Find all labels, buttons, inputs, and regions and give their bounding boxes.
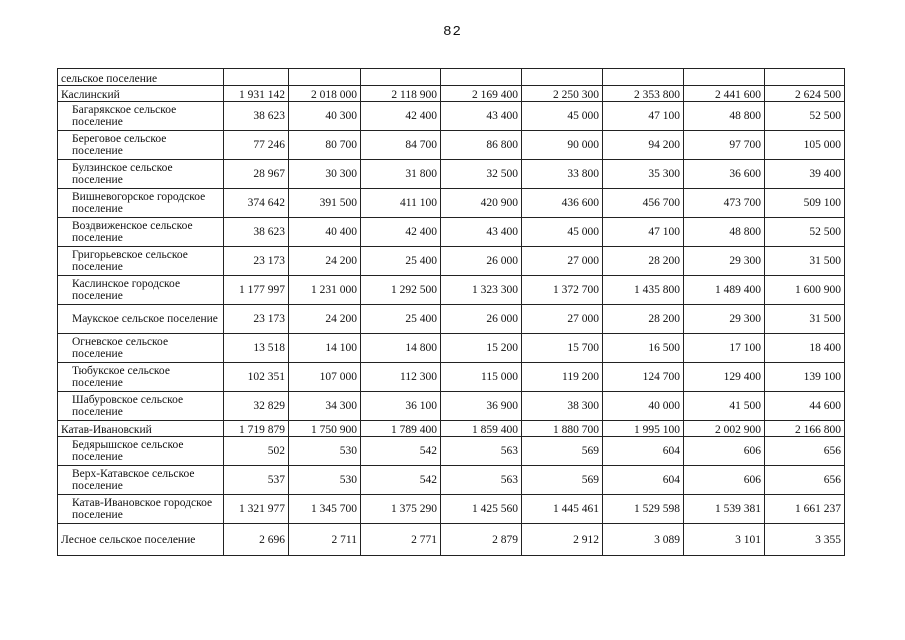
- value-cell-1: 374 642: [224, 189, 289, 218]
- value-cell-3: 36 100: [361, 392, 441, 421]
- table-row: [58, 334, 845, 363]
- table-row: [58, 247, 845, 276]
- table-row: [58, 524, 845, 556]
- value-cell-4: 1 323 300: [441, 276, 522, 305]
- value-cell-7: 97 700: [684, 131, 765, 160]
- value-cell-5: 90 000: [522, 131, 603, 160]
- row-name: Каслинский: [58, 86, 224, 102]
- district-row: [58, 421, 845, 437]
- value-cell-2: 530: [289, 437, 361, 466]
- value-cell-4: [441, 69, 522, 86]
- value-cell-5: 2 250 300: [522, 86, 603, 102]
- value-cell-1: 1 321 977: [224, 495, 289, 524]
- value-cell-7: 29 300: [684, 247, 765, 276]
- page-number: 82: [443, 24, 462, 40]
- value-cell-2: 34 300: [289, 392, 361, 421]
- value-cell-7: 2 002 900: [684, 421, 765, 437]
- value-cell-6: 40 000: [603, 392, 684, 421]
- value-cell-2: 391 500: [289, 189, 361, 218]
- value-cell-7: 2 441 600: [684, 86, 765, 102]
- value-cell-5: 2 912: [522, 524, 603, 556]
- table-row: [58, 363, 845, 392]
- value-cell-3: 25 400: [361, 305, 441, 334]
- value-cell-8: [765, 69, 845, 86]
- value-cell-3: 14 800: [361, 334, 441, 363]
- value-cell-8: 1 661 237: [765, 495, 845, 524]
- value-cell-1: 1 931 142: [224, 86, 289, 102]
- value-cell-2: 80 700: [289, 131, 361, 160]
- value-cell-4: 86 800: [441, 131, 522, 160]
- value-cell-3: 1 789 400: [361, 421, 441, 437]
- value-cell-3: 411 100: [361, 189, 441, 218]
- value-cell-8: 509 100: [765, 189, 845, 218]
- value-cell-5: 45 000: [522, 218, 603, 247]
- value-cell-1: 502: [224, 437, 289, 466]
- value-cell-6: 47 100: [603, 218, 684, 247]
- table-body: [58, 69, 845, 556]
- value-cell-3: 2 771: [361, 524, 441, 556]
- value-cell-5: 569: [522, 466, 603, 495]
- row-name: Шабуровское сельское поселение: [58, 392, 224, 421]
- value-cell-2: 24 200: [289, 305, 361, 334]
- value-cell-3: [361, 69, 441, 86]
- value-cell-3: 112 300: [361, 363, 441, 392]
- row-name: Огневское сельское поселение: [58, 334, 224, 363]
- value-cell-7: 606: [684, 437, 765, 466]
- value-cell-8: 656: [765, 437, 845, 466]
- value-cell-2: 24 200: [289, 247, 361, 276]
- value-cell-1: 13 518: [224, 334, 289, 363]
- value-cell-5: 436 600: [522, 189, 603, 218]
- value-cell-8: 44 600: [765, 392, 845, 421]
- value-cell-8: 18 400: [765, 334, 845, 363]
- value-cell-4: 43 400: [441, 218, 522, 247]
- value-cell-3: 25 400: [361, 247, 441, 276]
- value-cell-3: 542: [361, 437, 441, 466]
- row-name: Катав-Ивановский: [58, 421, 224, 437]
- value-cell-1: 2 696: [224, 524, 289, 556]
- row-name: Верх-Катавское сельское поселение: [58, 466, 224, 495]
- row-name: Лесное сельское поселение: [58, 524, 224, 556]
- row-name: Багарякское сельское поселение: [58, 102, 224, 131]
- value-cell-3: 2 118 900: [361, 86, 441, 102]
- value-cell-5: 1 880 700: [522, 421, 603, 437]
- table-row: [58, 466, 845, 495]
- value-cell-8: 31 500: [765, 305, 845, 334]
- value-cell-2: 2 018 000: [289, 86, 361, 102]
- value-cell-4: 420 900: [441, 189, 522, 218]
- value-cell-7: 17 100: [684, 334, 765, 363]
- value-cell-6: [603, 69, 684, 86]
- value-cell-8: 39 400: [765, 160, 845, 189]
- table-row: [58, 392, 845, 421]
- value-cell-2: 40 300: [289, 102, 361, 131]
- value-cell-4: 2 879: [441, 524, 522, 556]
- row-name: Бедярышское сельское поселение: [58, 437, 224, 466]
- value-cell-6: 3 089: [603, 524, 684, 556]
- value-cell-2: 40 400: [289, 218, 361, 247]
- value-cell-4: 1 859 400: [441, 421, 522, 437]
- value-cell-6: 28 200: [603, 305, 684, 334]
- value-cell-5: 119 200: [522, 363, 603, 392]
- value-cell-6: 94 200: [603, 131, 684, 160]
- value-cell-1: 102 351: [224, 363, 289, 392]
- value-cell-3: 1 375 290: [361, 495, 441, 524]
- value-cell-5: [522, 69, 603, 86]
- value-cell-1: 38 623: [224, 102, 289, 131]
- value-cell-7: 606: [684, 466, 765, 495]
- value-cell-3: 31 800: [361, 160, 441, 189]
- value-cell-5: 15 700: [522, 334, 603, 363]
- value-cell-6: 1 435 800: [603, 276, 684, 305]
- table-row: [58, 276, 845, 305]
- value-cell-7: 41 500: [684, 392, 765, 421]
- value-cell-4: 32 500: [441, 160, 522, 189]
- value-cell-7: 48 800: [684, 218, 765, 247]
- row-name: Катав-Ивановское городское поселение: [58, 495, 224, 524]
- value-cell-4: 563: [441, 437, 522, 466]
- value-cell-6: 35 300: [603, 160, 684, 189]
- value-cell-8: 52 500: [765, 218, 845, 247]
- value-cell-4: 26 000: [441, 247, 522, 276]
- table-row: [58, 69, 845, 86]
- value-cell-2: 530: [289, 466, 361, 495]
- value-cell-7: 36 600: [684, 160, 765, 189]
- value-cell-1: 28 967: [224, 160, 289, 189]
- value-cell-6: 16 500: [603, 334, 684, 363]
- row-name: сельское поселение: [58, 69, 224, 86]
- value-cell-7: 3 101: [684, 524, 765, 556]
- value-cell-6: 604: [603, 466, 684, 495]
- value-cell-1: 38 623: [224, 218, 289, 247]
- district-row: [58, 86, 845, 102]
- value-cell-2: 107 000: [289, 363, 361, 392]
- value-cell-3: 84 700: [361, 131, 441, 160]
- value-cell-6: 456 700: [603, 189, 684, 218]
- value-cell-1: 23 173: [224, 247, 289, 276]
- budget-table: [57, 68, 845, 556]
- value-cell-7: 1 539 381: [684, 495, 765, 524]
- value-cell-5: 45 000: [522, 102, 603, 131]
- value-cell-8: 1 600 900: [765, 276, 845, 305]
- value-cell-1: 23 173: [224, 305, 289, 334]
- value-cell-2: 1 231 000: [289, 276, 361, 305]
- value-cell-7: 48 800: [684, 102, 765, 131]
- value-cell-5: 1 372 700: [522, 276, 603, 305]
- table-row: [58, 495, 845, 524]
- value-cell-8: 105 000: [765, 131, 845, 160]
- value-cell-4: 563: [441, 466, 522, 495]
- value-cell-1: [224, 69, 289, 86]
- row-name: Булзинское сельское поселение: [58, 160, 224, 189]
- value-cell-4: 36 900: [441, 392, 522, 421]
- value-cell-2: 2 711: [289, 524, 361, 556]
- table-row: [58, 218, 845, 247]
- value-cell-7: 129 400: [684, 363, 765, 392]
- value-cell-6: 1 995 100: [603, 421, 684, 437]
- value-cell-2: [289, 69, 361, 86]
- value-cell-5: 569: [522, 437, 603, 466]
- value-cell-4: 115 000: [441, 363, 522, 392]
- value-cell-4: 26 000: [441, 305, 522, 334]
- value-cell-6: 2 353 800: [603, 86, 684, 102]
- value-cell-8: 52 500: [765, 102, 845, 131]
- value-cell-3: 42 400: [361, 218, 441, 247]
- row-name: Маукское сельское поселение: [58, 305, 224, 334]
- value-cell-5: 1 445 461: [522, 495, 603, 524]
- value-cell-8: 139 100: [765, 363, 845, 392]
- row-name: Береговое сельское поселение: [58, 131, 224, 160]
- value-cell-8: 2 624 500: [765, 86, 845, 102]
- value-cell-4: 43 400: [441, 102, 522, 131]
- value-cell-5: 27 000: [522, 305, 603, 334]
- value-cell-8: 31 500: [765, 247, 845, 276]
- table-row: [58, 305, 845, 334]
- value-cell-6: 124 700: [603, 363, 684, 392]
- value-cell-2: 1 345 700: [289, 495, 361, 524]
- value-cell-5: 33 800: [522, 160, 603, 189]
- value-cell-1: 1 719 879: [224, 421, 289, 437]
- value-cell-4: 15 200: [441, 334, 522, 363]
- row-name: Вишневогорское городское поселение: [58, 189, 224, 218]
- value-cell-1: 1 177 997: [224, 276, 289, 305]
- value-cell-2: 1 750 900: [289, 421, 361, 437]
- value-cell-3: 42 400: [361, 102, 441, 131]
- table-row: [58, 160, 845, 189]
- value-cell-7: 1 489 400: [684, 276, 765, 305]
- value-cell-6: 28 200: [603, 247, 684, 276]
- value-cell-6: 47 100: [603, 102, 684, 131]
- value-cell-5: 27 000: [522, 247, 603, 276]
- value-cell-7: 473 700: [684, 189, 765, 218]
- value-cell-6: 604: [603, 437, 684, 466]
- value-cell-7: 29 300: [684, 305, 765, 334]
- value-cell-8: 3 355: [765, 524, 845, 556]
- value-cell-1: 537: [224, 466, 289, 495]
- value-cell-7: [684, 69, 765, 86]
- value-cell-5: 38 300: [522, 392, 603, 421]
- value-cell-1: 32 829: [224, 392, 289, 421]
- value-cell-2: 30 300: [289, 160, 361, 189]
- value-cell-3: 1 292 500: [361, 276, 441, 305]
- value-cell-4: 1 425 560: [441, 495, 522, 524]
- table-row: [58, 131, 845, 160]
- value-cell-1: 77 246: [224, 131, 289, 160]
- value-cell-3: 542: [361, 466, 441, 495]
- value-cell-2: 14 100: [289, 334, 361, 363]
- row-name: Тюбукское сельское поселение: [58, 363, 224, 392]
- value-cell-6: 1 529 598: [603, 495, 684, 524]
- table-row: [58, 102, 845, 131]
- value-cell-8: 2 166 800: [765, 421, 845, 437]
- value-cell-4: 2 169 400: [441, 86, 522, 102]
- row-name: Каслинское городское поселение: [58, 276, 224, 305]
- table-row: [58, 189, 845, 218]
- row-name: Григорьевское сельское поселение: [58, 247, 224, 276]
- value-cell-8: 656: [765, 466, 845, 495]
- table-row: [58, 437, 845, 466]
- row-name: Воздвиженское сельское поселение: [58, 218, 224, 247]
